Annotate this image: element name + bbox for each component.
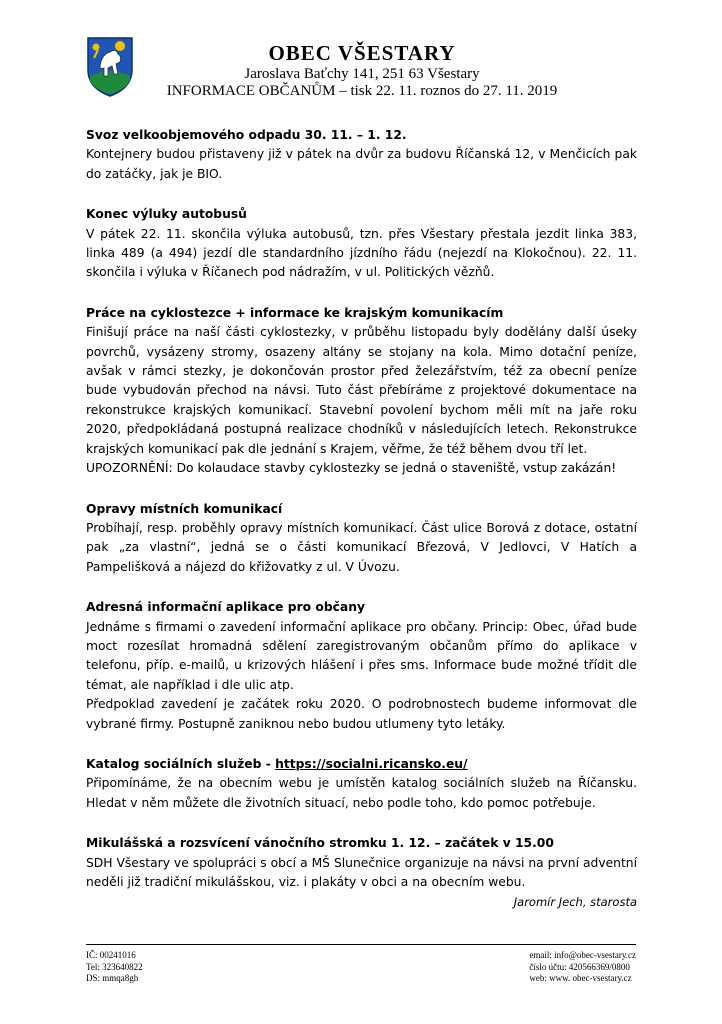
newsletter-body bbox=[86, 126, 637, 910]
footer-ds: DS: mmqa8gh bbox=[86, 973, 139, 983]
section-paragraph: Připomínáme, že na obecním webu je umístěn katalog sociálních služeb na Říčansku. Hledat v něm můžete dle životních situací, nebo podle toho, kdo pomoc potřebuje. bbox=[86, 776, 637, 810]
section-paragraph: Probíhají, resp. proběhly opravy místních komunikací. Část ulice Borová z dotace, ostatní pak „za vlastní“, jedná se o části komunikací Březová, V Jedlovci, V Hatích a Pampelišková a nájezd do křižovatky z ul. V Úvozu. bbox=[86, 520, 637, 574]
section-heading: Opravy místních komunikací bbox=[86, 501, 283, 516]
section-info-app bbox=[86, 598, 637, 734]
section-paragraph: Kontejnery budou přistaveny již v pátek na dvůr za budovu Říčanská 12, v Menčicích pak do zatáčky, jak je BIO. bbox=[86, 147, 637, 181]
section-cycle-path bbox=[86, 304, 637, 479]
section-paragraph: SDH Všestary ve spolupráci s obcí a MŠ Slunečnice organizuje na návsi na první adventní neděli již tradiční mikulášskou, viz. i plakáty v obci a na obecním webu. bbox=[86, 855, 637, 889]
section-heading-text: Katalog sociálních služeb - bbox=[86, 756, 276, 771]
section-heading: Mikulášská a rozsvícení vánočního stromku 1. 12. – začátek v 15.00 bbox=[86, 836, 554, 851]
warning-paragraph: UPOZORNĚNÍ: Do kolaudace stavby cyklostezky se jedná o staveniště, vstup zakázán! bbox=[86, 461, 617, 476]
issue-info: INFORMACE OBČANŮM – tisk 22. 11. roznos do 27. 11. 2019 bbox=[166, 83, 558, 99]
section-heading: Adresná informační aplikace pro občany bbox=[86, 600, 365, 615]
footer-web: web: www. obec-vsestary.cz bbox=[529, 973, 632, 983]
footer-email: email: info@obec-vsestary.cz bbox=[529, 950, 636, 960]
footer-divider bbox=[86, 944, 636, 945]
social-catalog-link[interactable]: https://socialni.ricansko.eu/ bbox=[275, 756, 468, 771]
municipality-address: Jaroslava Baťchy 141, 251 63 Všestary bbox=[244, 66, 480, 82]
section-heading: Svoz velkoobjemového odpadu 30. 11. – 1. 12. bbox=[86, 128, 407, 142]
section-heading bbox=[86, 755, 637, 774]
section-bulky-waste bbox=[86, 126, 637, 184]
section-road-repairs bbox=[86, 500, 637, 578]
section-bus-closure bbox=[86, 205, 637, 283]
section-social-catalog bbox=[86, 755, 637, 813]
section-st-nicholas bbox=[86, 834, 637, 910]
footer-phone: Tel: 323640822 bbox=[86, 961, 143, 972]
section-paragraph: Finišují práce na naší části cyklostezky, v průběhu listopadu byly dodělány další úseky povrchů, vysázeny stromy, osazeny altány se stojany na kola. Mimo dotační peníze, avšak v rámci stezky, je dokončován prostor před železářstvím, též za obecní peníze bude vybudován přechod na návsi. Tuto část přebíráme z projektové dokumentace na rekonstrukce krajských komunikací. Stavební povolení bychom měli mít na jaře roku 2020, předpokládaná postupná realizace chodníků v následujících letech. Rekonstrukce krajských komunikací pak dle jednání s Krajem, věřme, že též během dvou tří let. bbox=[86, 325, 637, 456]
footer-contact-left bbox=[86, 950, 143, 985]
municipality-title: OBEC VŠESTARY bbox=[268, 41, 456, 65]
footer-ico: IČ: 00241016 bbox=[86, 950, 136, 960]
section-paragraph: Předpoklad zavedení je začátek roku 2020. O podrobnostech budeme informovat dle vybrané firmy. Postupně zaniknou nebo budou utlumeny tyto letáky. bbox=[86, 697, 637, 731]
section-paragraph: V pátek 22. 11. skončila výluka autobusů, tzn. přes Všestary přestala jezdit linka 383, linka 489 (a 494) jezdí dle standardního jízdního řádu (nejezdí na Klokočnou). 22. 11. skončila i výluka v Říčanech pod nádražím, v ul. Politických vězňů. bbox=[86, 226, 637, 280]
section-heading: Práce na cyklostezce + informace ke krajským komunikacím bbox=[86, 305, 504, 320]
section-heading: Konec výluky autobusů bbox=[86, 207, 247, 222]
coat-of-arms-logo bbox=[86, 36, 134, 98]
footer-account: číslo účtu: 420566369/0800 bbox=[529, 961, 630, 972]
footer-contact-right bbox=[529, 950, 636, 985]
letterhead bbox=[142, 40, 582, 100]
section-paragraph: Jednáme s firmami o zavedení informační aplikace pro občany. Princip: Obec, úřad bude moct rozesílat hromadná sdělení zaregistrovaným občanům přímo do aplikace v telefonu, příp. e-mailů, u krizových hlášení i přes sms. Informace bude možné třídit dle témat, ale například i dle ulic atp. bbox=[86, 619, 637, 692]
signature: Jaromír Jech, starosta bbox=[513, 895, 637, 910]
